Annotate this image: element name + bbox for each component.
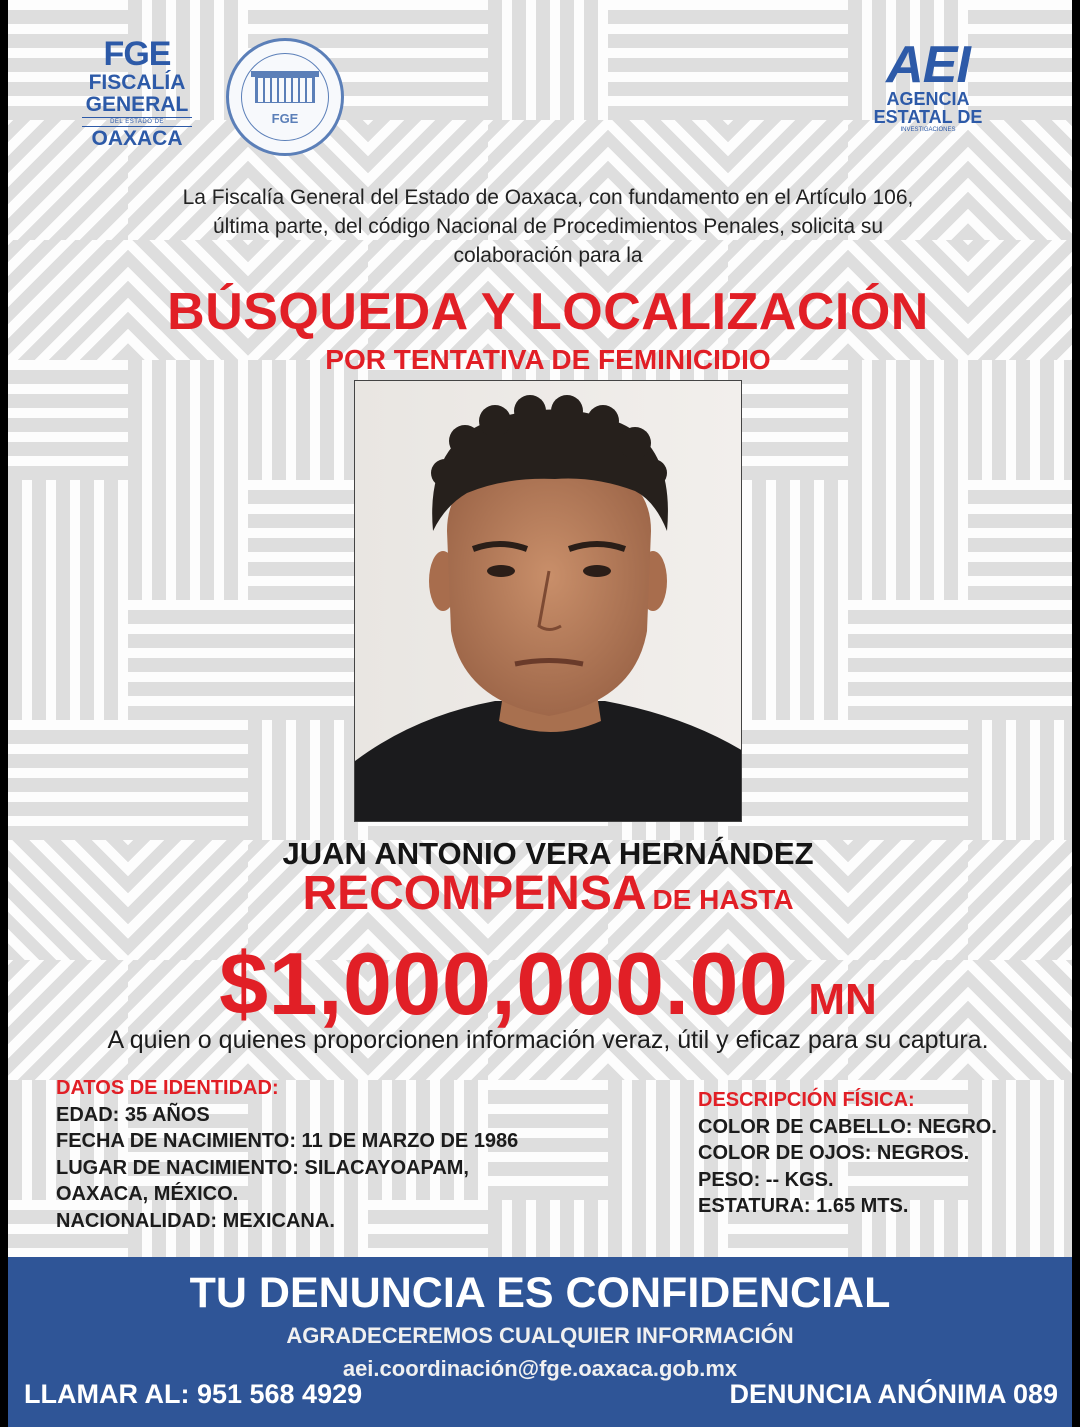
footer-title: TU DENUNCIA ES CONFIDENCIAL — [189, 1269, 891, 1317]
seal-text: FGE — [271, 111, 299, 126]
poster-title: BÚSQUEDA Y LOCALIZACIÓN — [167, 283, 929, 341]
reward-currency: MN — [808, 975, 877, 1024]
reward-label: RECOMPENSA — [302, 867, 647, 920]
physical-line: PESO: -- KGS. — [698, 1168, 834, 1191]
physical-line: ESTATURA: 1.65 MTS. — [698, 1195, 909, 1217]
physical-line: COLOR DE OJOS: NEGROS. — [698, 1142, 970, 1164]
aei-logo-small: INVESTIGACIONES — [900, 127, 956, 133]
footer-email[interactable]: aei.coordinación@fge.oaxaca.gob.mx — [342, 1356, 738, 1381]
portrait-illustration — [355, 381, 742, 822]
reward-line — [8, 866, 1072, 921]
suspect-photo — [354, 380, 742, 822]
reward-amount: $1,000,000.00 — [219, 934, 789, 1033]
physical-heading: DESCRIPCIÓN FÍSICA: — [698, 1089, 915, 1111]
aei-logo-mark: AEI — [886, 36, 970, 94]
identity-line: OAXACA, MÉXICO. — [56, 1183, 239, 1205]
suspect-name: JUAN ANTONIO VERA HERNÁNDEZ — [282, 836, 814, 871]
identity-line: FECHA DE NACIMIENTO: 11 DE MARZO DE 1986 — [56, 1130, 519, 1152]
fge-logo-line1: FISCALÍA — [88, 71, 186, 94]
wanted-poster — [8, 0, 1072, 1427]
footer-banner — [8, 1257, 1072, 1427]
intro-line1: La Fiscalía General del Estado de Oaxaca, con fundamento en el Artículo 106, — [182, 186, 914, 209]
aei-logo-line1: AGENCIA — [886, 89, 970, 109]
footer-anonymous-line[interactable]: DENUNCIA ANÓNIMA 089 — [729, 1379, 1058, 1409]
fge-logo-small: DEL ESTADO DE — [82, 117, 192, 127]
identity-heading: DATOS DE IDENTIDAD: — [56, 1077, 279, 1099]
fge-logo-line3: OAXACA — [91, 127, 183, 150]
footer-call-number[interactable]: LLAMAR AL: 951 568 4929 — [24, 1379, 363, 1409]
intro-line2: última parte, del código Nacional de Procedimientos Penales, solicita su — [212, 215, 884, 238]
intro-line3: colaboración para la — [453, 244, 643, 267]
identity-line: NACIONALIDAD: MEXICANA. — [56, 1209, 335, 1232]
identity-line: EDAD: 35 AÑOS — [56, 1103, 210, 1126]
reward-amount-line — [8, 933, 1072, 1035]
intro-text — [108, 183, 988, 270]
aei-logo — [868, 36, 988, 134]
fge-logo-mark: FGE — [103, 35, 171, 73]
fge-logo-line2: GENERAL — [85, 93, 189, 116]
identity-section — [56, 1075, 518, 1234]
fge-seal-icon — [226, 38, 344, 156]
footer-subtitle: AGRADECEREMOS CUALQUIER INFORMACIÓN — [286, 1323, 794, 1348]
physical-section — [698, 1087, 997, 1220]
reward-condition: A quien o quienes proporcionen información veraz, útil y eficaz para su captura. — [107, 1026, 989, 1054]
fge-logo — [72, 36, 202, 150]
identity-line: LUGAR DE NACIMIENTO: SILACAYOAPAM, — [56, 1156, 469, 1179]
aei-logo-line2: ESTATAL DE — [873, 107, 983, 127]
poster-subtitle: POR TENTATIVA DE FEMINICIDIO — [325, 344, 771, 375]
reward-suffix: DE HASTA — [652, 884, 794, 915]
physical-line: COLOR DE CABELLO: NEGRO. — [698, 1115, 997, 1138]
